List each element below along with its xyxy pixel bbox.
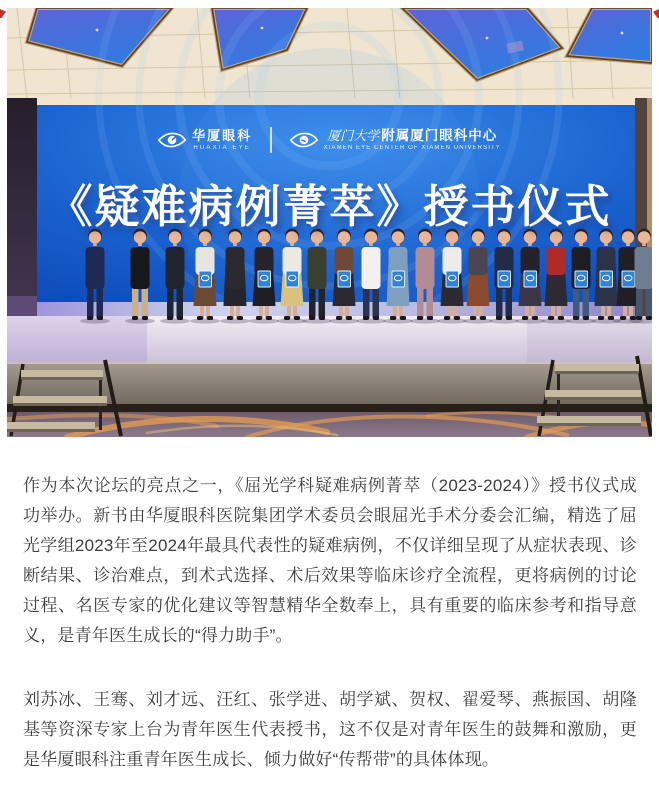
center-name: 附属厦门眼科中心 xyxy=(381,127,498,143)
ceremony-photo xyxy=(7,8,652,437)
photo-corner-artifact-right xyxy=(653,9,659,18)
article-paragraph-1: 作为本次论坛的亮点之一，《屈光学科疑难病例菁萃（2023-2024）》授书仪式成功举办。新书由华厦眼科医院集团学术委员会眼屈光手术分委会汇编，精选了屈光学组2023年至2024年最具代表性的疑难病例，不仅详细呈现了从症状表现、诊断结果、诊治难点，到术式选择、术后效果等临床诊疗全流程，更将病例的讨论过程、名医专家的优化建议等智慧精华全数奉上，具有重要的临床参考和指导意义，是青年医生成长的“得力助手”。 xyxy=(23,476,637,645)
huaxia-logo-sub: HUAXIA EYE xyxy=(193,145,251,151)
ceremony-photo-scene xyxy=(7,8,652,437)
huaxia-logo-name: 华厦眼科 xyxy=(192,128,253,143)
article-paragraph-2: 刘苏冰、王骞、刘才远、汪红、张学进、胡学斌、贺权、翟爱琴、燕振国、胡隆基等资深专家上台为青年医生代表授书，这不仅是对青年医生的鼓舞和激励，更是华厦眼科注重青年医生成长、倾力做好“传帮带”的具体体现。 xyxy=(23,690,637,769)
center-sub: XIAMEN EYE CENTER OF XIAMEN UNIVERSITY xyxy=(323,145,501,152)
xmu-script-name: 厦门大学 xyxy=(327,127,380,143)
banner-title: 《疑难病例菁萃》授书仪式 xyxy=(47,181,612,232)
article-body xyxy=(0,437,659,809)
photo-corner-artifact-left xyxy=(0,9,6,18)
